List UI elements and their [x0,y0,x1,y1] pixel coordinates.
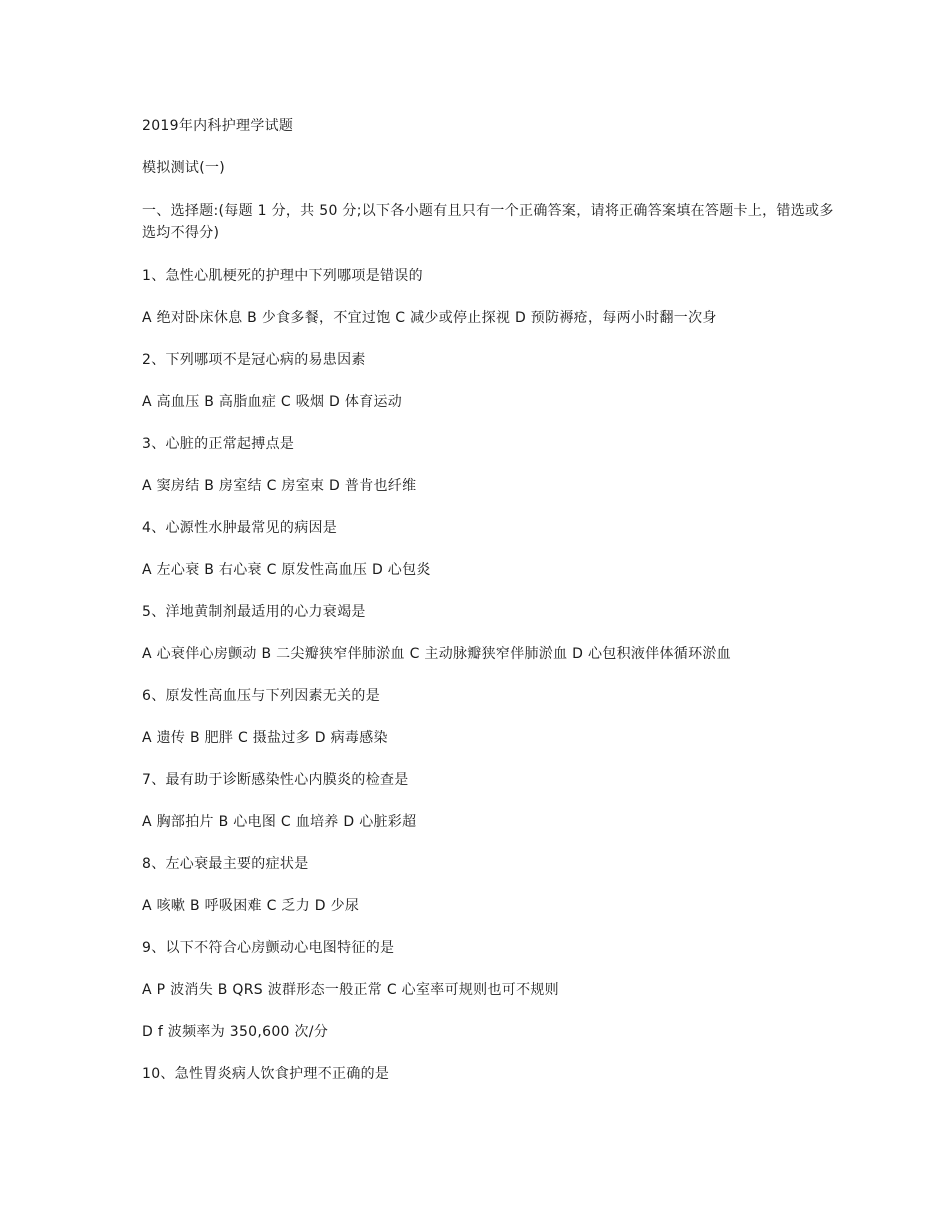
options-9-abc: A P 波消失 B QRS 波群形态一般正常 C 心室率可规则也可不规则 [142,982,559,998]
options-1: A 绝对卧床休息 B 少食多餐，不宜过饱 C 减少或停止探视 D 预防褥疮，每两小时翻一次身 [142,310,717,326]
options-6: A 遗传 B 肥胖 C 摄盐过多 D 病毒感染 [142,730,388,746]
question-10: 10、急性胃炎病人饮食护理不正确的是 [142,1066,390,1082]
document-subtitle: 模拟测试(一) [142,160,226,176]
question-5: 5、洋地黄制剂最适用的心力衰竭是 [142,604,366,620]
section-instructions: 一、选择题:(每题 1 分，共 50 分;以下各小题有且只有一个正确答案，请将正确答案填在答题卡上，错选或多选均不得分) [142,203,834,241]
options-3: A 窦房结 B 房室结 C 房室束 D 普肯也纤维 [142,478,417,494]
options-5: A 心衰伴心房颤动 B 二尖瓣狭窄伴肺淤血 C 主动脉瓣狭窄伴肺淤血 D 心包积液伴体循环淤血 [142,646,731,662]
question-9: 9、以下不符合心房颤动心电图特征的是 [142,940,395,956]
options-9-d: D f 波频率为 350,600 次/分 [142,1024,329,1040]
options-8: A 咳嗽 B 呼吸困难 C 乏力 D 少尿 [142,898,360,914]
document-title: 2019年内科护理学试题 [142,118,294,134]
options-7: A 胸部拍片 B 心电图 C 血培养 D 心脏彩超 [142,814,417,830]
options-2: A 高血压 B 高脂血症 C 吸烟 D 体育运动 [142,394,403,410]
question-4: 4、心源性水肿最常见的病因是 [142,520,338,536]
question-3: 3、心脏的正常起搏点是 [142,436,295,452]
question-2: 2、下列哪项不是冠心病的易患因素 [142,352,366,368]
document-page [142,116,842,1106]
question-7: 7、最有助于诊断感染性心内膜炎的检查是 [142,772,409,788]
options-4: A 左心衰 B 右心衰 C 原发性高血压 D 心包炎 [142,562,431,578]
question-1: 1、急性心肌梗死的护理中下列哪项是错误的 [142,268,423,284]
question-8: 8、左心衰最主要的症状是 [142,856,309,872]
question-6: 6、原发性高血压与下列因素无关的是 [142,688,381,704]
